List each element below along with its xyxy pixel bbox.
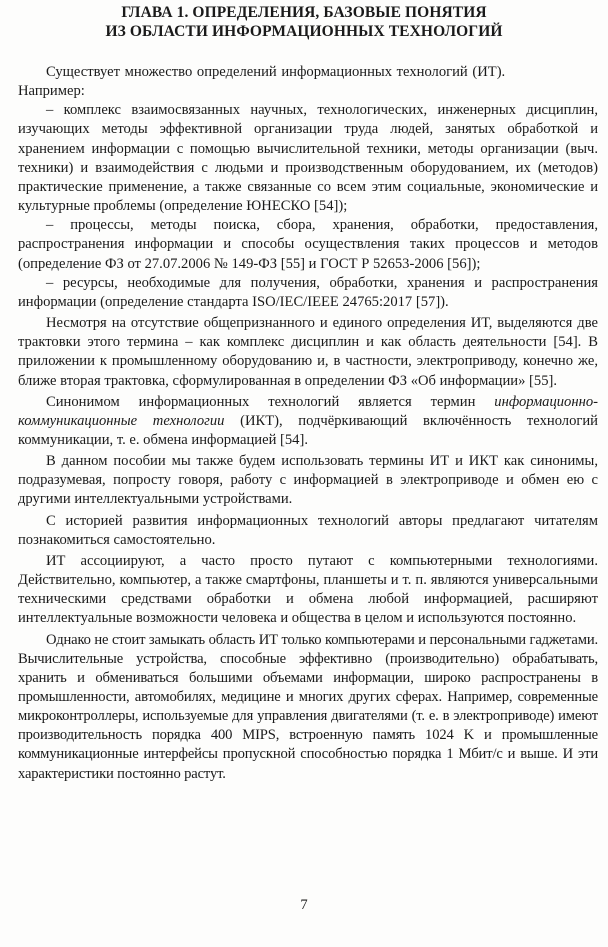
for-example-label: Например: [18, 83, 85, 100]
chapter-title-line-1: ГЛАВА 1. ОПРЕДЕЛЕНИЯ, БАЗОВЫЕ ПОНЯТИЯ [121, 4, 487, 21]
definition-unesco: – комплекс взаимосвязанных научных, технологических, инженерных дисциплин, изучающих методы эффективной организации труда людей, занятых обработкой и хранением информации с помощью вычислительной техники, методы организации (выч. техники) и взаимодействия с людьми и производственным оборудованием, их (методов) практические применение, а также связанные со всем этим социальные, экономические и культурные проблемы (определение ЮНЕСКО [54]); [18, 102, 598, 215]
ikt-text-after: (ИКТ), подчёркивающий включённость технологий коммуникации, т. е. обмена информацией [54]. [18, 412, 598, 448]
paragraph-gadgets: Однако не стоит замыкать область ИТ только компьютерами и персональными гаджетами. Вычислительные устройства, способные эффективно (производительно) обрабатывать, хранить и обмениваться большими объемами информации, широко распространены в промышленности, автомобилях, медицине и многих других сферах. Например, современные микроконтроллеры, используемые для управления двигателями (т. е. в электроприводе) имеют производительность порядка 400 MIPS, встроенную память 1024 K и промышленные коммуникационные интерфейсы пропускной способностью порядка 1 Мбит/с и выше. И эти характеристики постоянно растут. [18, 631, 598, 782]
intro-paragraph: Существует множество определений информационных технологий (ИТ). [46, 64, 506, 80]
paragraph-history: С историей развития информационных технологий авторы предлагают читателям познакомиться самостоятельно. [18, 512, 598, 548]
paragraph-two-meanings: Несмотря на отсутствие общепризнанного и единого определения ИТ, выделяются две трактовки этого термина – как комплекс дисциплин и как область деятельности [54]. В приложении к промышленному оборудованию и, в частности, электроприводу, конечно же, ближе вторая трактовка, сформулированная в определении ФЗ «Об информации» [55]. [18, 315, 598, 389]
paragraph-synonyms: В данном пособии мы также будем использовать термины ИТ и ИКТ как синонимы, подразумевая, попросту говоря, работу с информацией в электроприводе и обмен ею с другими интеллектуальными устройствами. [18, 453, 598, 508]
ikt-text-before: Синонимом информационных технологий является термин [46, 393, 495, 410]
ikt-term-italic: информационно-коммуникационные технологии [18, 393, 598, 429]
chapter-title-line-2: ИЗ ОБЛАСТИ ИНФОРМАЦИОННЫХ ТЕХНОЛОГИЙ [105, 23, 503, 40]
paragraph-ikt [18, 393, 598, 450]
paragraph-associate: ИТ ассоциируют, а часто просто путают с компьютерными технологиями. Действительно, компьютер, а также смартфоны, планшеты и т. п. являются универсальными техническими средствами обработки и обмена любой информацией, расширяют интеллектуальные возможности человека и общества в целом и используются постоянно. [18, 552, 598, 627]
definition-iso: – ресурсы, необходимые для получения, обработки, хранения и распространения информации (определение стандарта ISO/IEC/IEEE 24765:2017 [57]). [18, 274, 598, 310]
body-text [18, 63, 598, 784]
page-number: 7 [300, 897, 308, 913]
definition-federal-law: – процессы, методы поиска, сбора, хранения, обработки, предоставления, распространения информации и способы осуществления таких процессов и методов (определение ФЗ от 27.07.2006 № 149-ФЗ [55] и ГОСТ Р 52653-2006 [56]); [18, 217, 598, 272]
